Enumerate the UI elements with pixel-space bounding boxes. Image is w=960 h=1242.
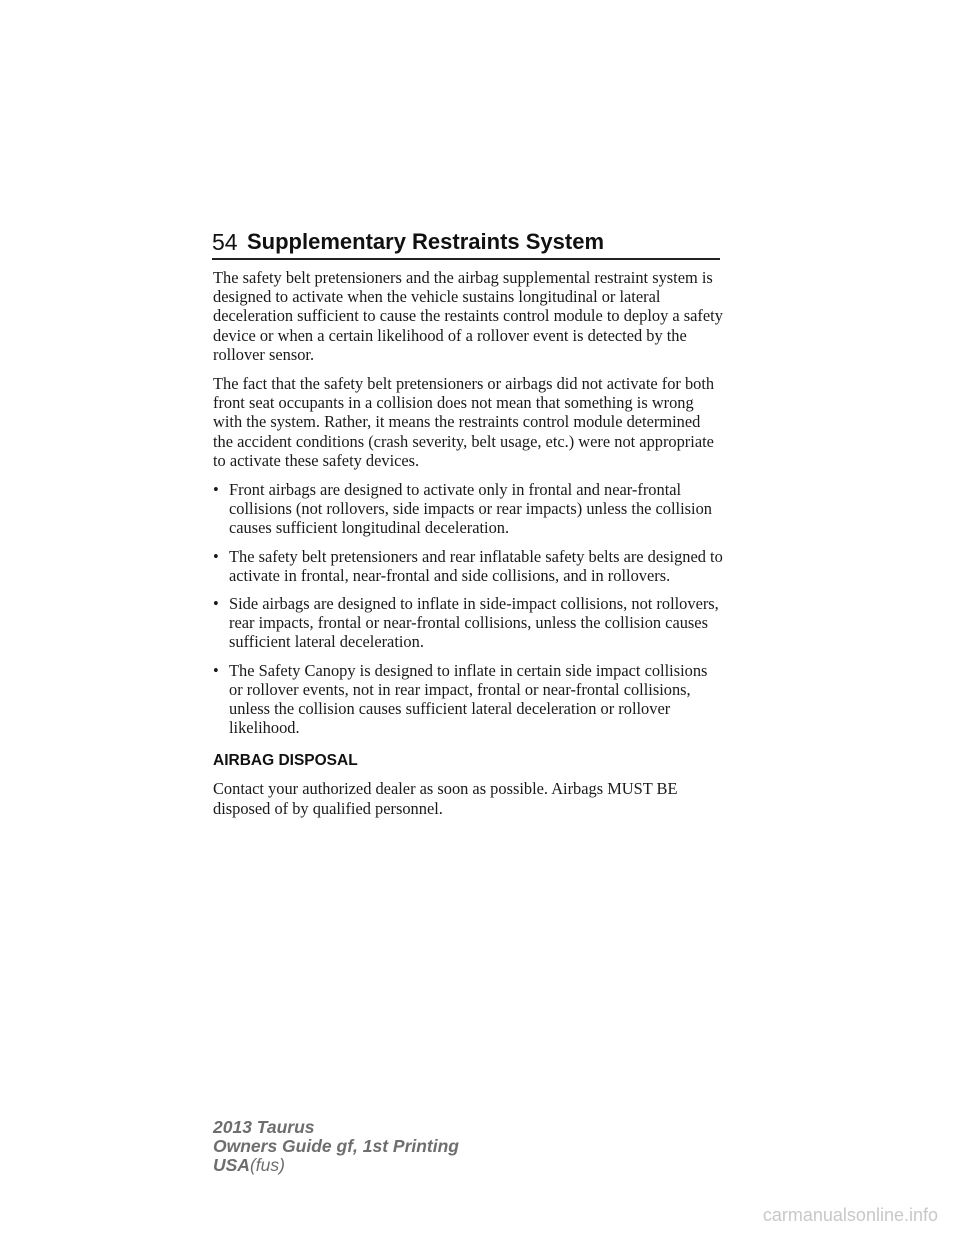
footer-market-code: (fus) bbox=[249, 1155, 285, 1175]
footer-edition: Owners Guide gf, 1st Printing bbox=[213, 1136, 459, 1156]
list-item bbox=[213, 594, 723, 652]
paragraph-activation: The safety belt pretensioners and the airbag supplemental restraint system is designed to activate when the vehicle sustains longitudinal or lateral deceleration sufficient to cause the restaints control module to deploy a safety device or when a certain likelihood of a rollover event is detected by the rollover sensor. bbox=[213, 268, 723, 364]
list-item-text: Side airbags are designed to inflate in side-impact collisions, not rollovers, rear impacts, frontal or near-frontal collisions, unless the collision causes sufficient lateral deceleration. bbox=[229, 594, 719, 652]
bullet-icon: • bbox=[213, 594, 219, 614]
bullet-icon: • bbox=[213, 660, 219, 680]
list-item bbox=[213, 661, 723, 738]
footer-country: USA bbox=[213, 1155, 250, 1175]
list-item bbox=[213, 480, 723, 538]
list-item-text: The safety belt pretensioners and rear inflatable safety belts are designed to activate in frontal, near-frontal and side collisions, and in rollovers. bbox=[229, 546, 723, 585]
bullet-icon: • bbox=[213, 480, 219, 500]
bullet-list bbox=[213, 480, 723, 737]
list-item-text: The Safety Canopy is designed to inflate in certain side impact collisions or rollover events, not in rear impact, frontal or near-frontal collisions, unless the collision causes sufficient lateral deceleration or rollover likelihood. bbox=[229, 660, 708, 738]
footer-market bbox=[213, 1156, 459, 1175]
page-header bbox=[212, 228, 720, 260]
page-number: 54 bbox=[212, 229, 238, 255]
page-content bbox=[213, 268, 723, 828]
watermark: carmanualsonline.info bbox=[762, 1205, 938, 1225]
list-item-text: Front airbags are designed to activate only in frontal and near-frontal collisions (not rollovers, side impacts or rear impacts) unless the collision causes sufficient longitudinal deceleration. bbox=[229, 480, 712, 538]
paragraph-non-activation: The fact that the safety belt pretensioners or airbags did not activate for both front seat occupants in a collision does not mean that something is wrong with the system. Rather, it means the restraints control module determined the accident conditions (crash severity, belt usage, etc.) were not appropriate to activate these safety devices. bbox=[213, 374, 715, 470]
subheading-airbag-disposal: AIRBAG DISPOSAL bbox=[213, 752, 358, 770]
list-item bbox=[213, 547, 723, 585]
document-footer bbox=[213, 1118, 459, 1175]
paragraph-disposal: Contact your authorized dealer as soon as possible. Airbags MUST BE disposed of by qualified personnel. bbox=[213, 779, 678, 818]
footer-model: 2013 Taurus bbox=[213, 1117, 315, 1137]
section-title: Supplementary Restraints System bbox=[247, 229, 605, 254]
bullet-icon: • bbox=[213, 546, 219, 566]
